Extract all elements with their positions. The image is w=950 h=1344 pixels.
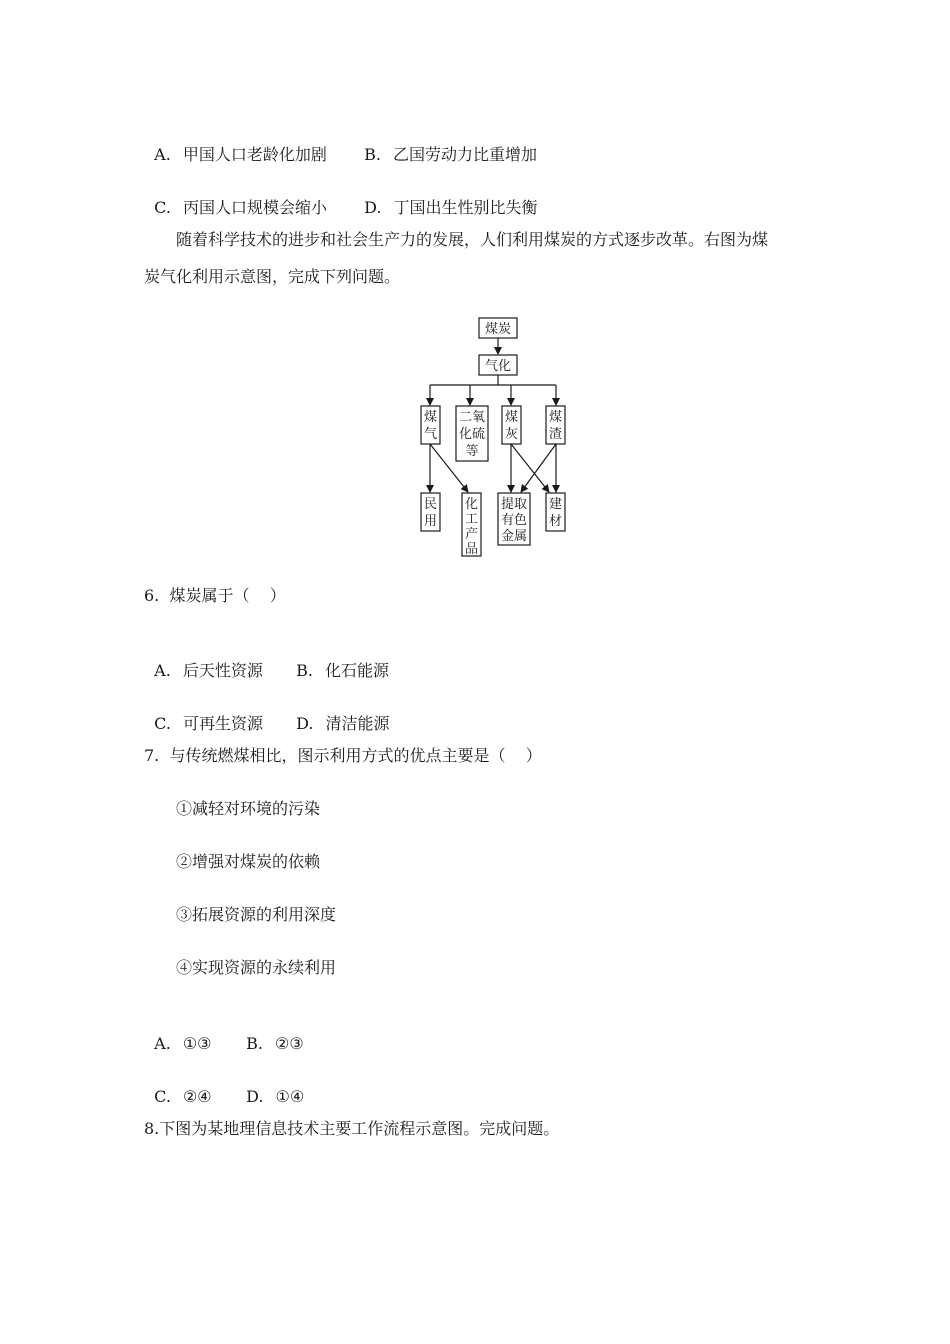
q7-option-b-letter: B.	[246, 1034, 264, 1053]
label-chem-1: 化	[464, 497, 479, 512]
q6-option-b-letter: B.	[296, 661, 314, 680]
label-building-2: 材	[548, 514, 563, 529]
label-gas-2: 气	[423, 427, 438, 442]
q7-option-a-text: ①③	[182, 1034, 212, 1053]
q7-option-d-text: ①④	[275, 1087, 305, 1106]
q7-option-c-text: ②④	[182, 1087, 212, 1106]
label-coal: 煤炭	[484, 322, 512, 337]
q8-stem: 8.下图为某地理信息技术主要工作流程示意图。完成问题。	[144, 1119, 560, 1138]
q5-option-d-letter: D.	[364, 198, 382, 217]
label-so2-3: 等	[465, 444, 479, 459]
label-metal-1: 提取	[500, 497, 528, 512]
intro-line-2: 炭气化利用示意图，完成下列问题。	[144, 267, 401, 286]
q5-option-d	[354, 175, 538, 219]
label-chem-3: 产	[464, 527, 479, 542]
label-building-1: 建	[548, 497, 563, 512]
q7-option-a-letter: A.	[154, 1034, 171, 1053]
q6-option-a-text: 后天性资源	[182, 661, 263, 680]
q5-option-d-text: 丁国出生性别比失衡	[393, 198, 538, 217]
intro-line-1: 随着科学技术的进步和社会生产力的发展，人们利用煤炭的方式逐步改革。右图为煤	[176, 230, 769, 249]
q5-option-a-text: 甲国人口老龄化加剧	[182, 145, 327, 164]
label-so2-1: 二氧	[458, 410, 486, 425]
q7-item-4: ④实现资源的永续利用	[176, 958, 337, 977]
q7-item-3: ③拓展资源的利用深度	[176, 905, 337, 924]
label-chem-2: 工	[464, 512, 479, 527]
label-civil-1: 民	[423, 497, 438, 512]
q5-option-b-text: 乙国劳动力比重增加	[393, 145, 538, 164]
q6-option-c-letter: C.	[154, 714, 171, 733]
q5-options-row-1	[144, 122, 327, 166]
label-ash-2: 灰	[504, 427, 519, 442]
label-civil-2: 用	[423, 514, 438, 529]
q7-option-d-letter: D.	[246, 1087, 264, 1106]
q6-option-d-text: 清洁能源	[325, 714, 390, 733]
label-slag-2: 渣	[548, 427, 563, 442]
label-metal-3: 金属	[500, 529, 528, 544]
q6-stem: 6. 煤炭属于（ ）	[144, 586, 286, 605]
label-so2-2: 化硫	[458, 427, 486, 442]
label-gasify: 气化	[484, 359, 512, 374]
q6-option-a	[144, 638, 263, 682]
q6-option-b-text: 化石能源	[325, 661, 390, 680]
q7-option-b	[236, 1011, 304, 1055]
q5-option-a-letter: A.	[154, 145, 171, 164]
q6-option-a-letter: A.	[154, 661, 171, 680]
q7-option-d	[236, 1064, 304, 1108]
q5-option-c	[144, 175, 327, 219]
q5-option-c-text: 丙国人口规模会缩小	[182, 198, 327, 217]
q6-option-c-text: 可再生资源	[182, 714, 263, 733]
q7-option-c-letter: C.	[154, 1087, 171, 1106]
q6-option-b	[286, 638, 389, 682]
label-ash-1: 煤	[504, 410, 519, 425]
label-chem-4: 品	[464, 542, 479, 557]
label-metal-2: 有色	[500, 513, 528, 528]
q7-option-c	[144, 1064, 212, 1108]
q7-stem: 7. 与传统燃煤相比，图示利用方式的优点主要是（ ）	[144, 746, 542, 765]
q7-item-1: ①减轻对环境的污染	[176, 799, 321, 818]
q7-item-2: ②增强对煤炭的依赖	[176, 852, 321, 871]
q7-option-b-text: ②③	[275, 1034, 304, 1053]
q5-option-c-letter: C.	[154, 198, 171, 217]
q5-option-b-letter: B.	[364, 145, 382, 164]
q5-option-b	[354, 122, 537, 166]
q6-option-c	[144, 691, 263, 735]
q6-option-d	[286, 691, 390, 735]
q7-option-a	[144, 1011, 212, 1055]
label-slag-1: 煤	[548, 410, 563, 425]
label-gas-1: 煤	[423, 410, 438, 425]
coal-gasification-diagram	[415, 312, 570, 562]
q6-option-d-letter: D.	[296, 714, 314, 733]
